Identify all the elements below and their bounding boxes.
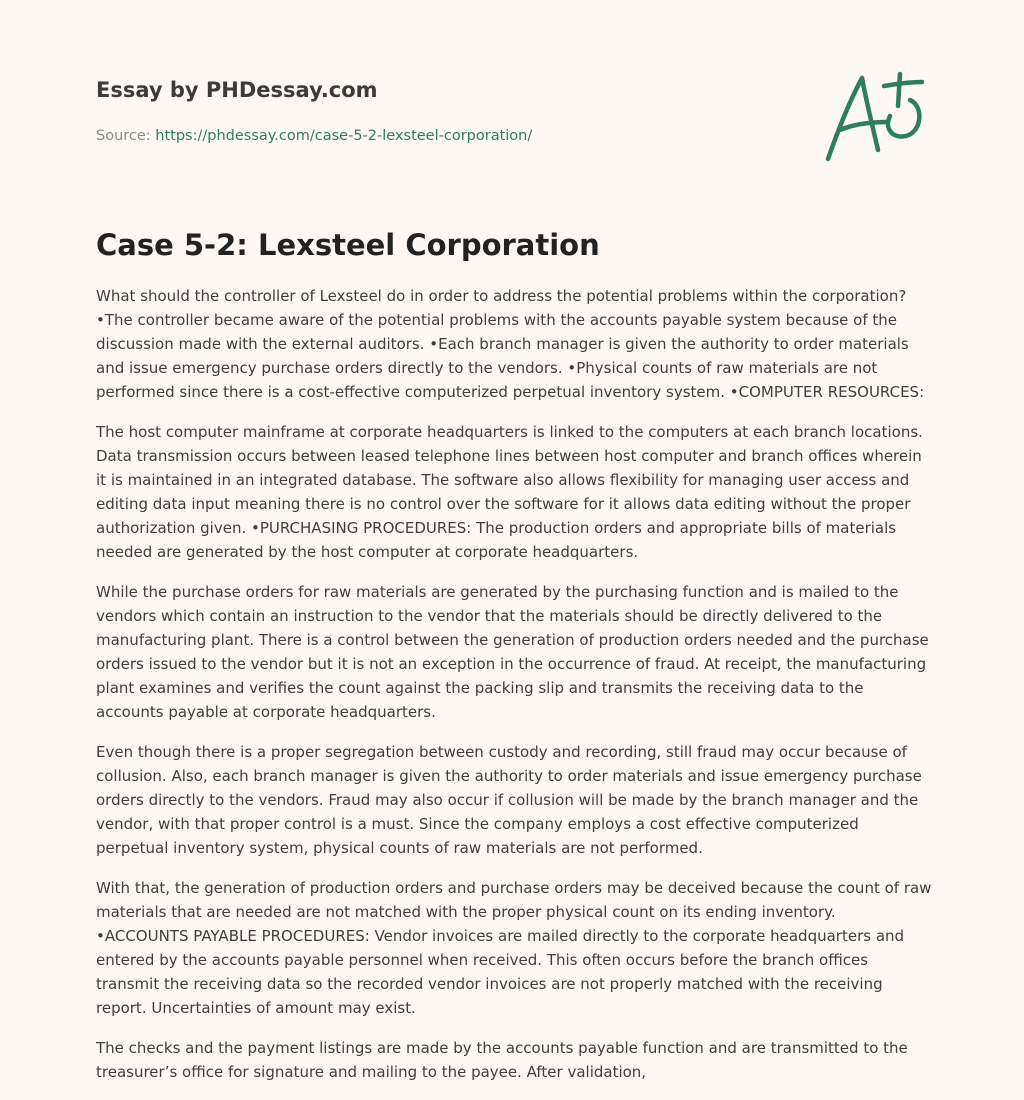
essay-paragraph: While the purchase orders for raw materials are generated by the purchasing function and is mailed to the vendors which contain an instruction to the vendor that the materials should be directly delivered to the manufacturing plant. There is a control between the generation of production orders needed and the purchase orders issued to the vendor but it is not an exception in the occurrence of fraud. At receipt, the manufacturing plant examines and verifies the count against the packing slip and transmits the receiving data to the accounts payable at corporate headquarters. <box>96 583 929 721</box>
source-label: Source: <box>96 128 156 144</box>
essay-paragraph: Even though there is a proper segregation between custody and recording, still fraud may occur because of collusion. Also, each branch manager is given the authority to order materials and issue emergency purchase orders directly to the vendors. Fraud may also occur if collusion will be made by the branch manager and the vendor, with that proper control is a must. Since the company employs a cost effective computerized perpetual inventory system, physical counts of raw materials are not performed. <box>96 743 922 857</box>
essay-title: Case 5-2: Lexsteel Corporation <box>96 228 600 262</box>
essay-paragraph: With that, the generation of production orders and purchase orders may be deceived because the count of raw materials that are needed are not matched with the proper physical count on its ending inventory. •ACCOUNTS PAYABLE PROCEDURES: Vendor invoices are mailed directly to the corporate headquarters and entered by the accounts payable personnel when received. This often occurs before the branch offices transmit the receiving data so the recorded vendor invoices are not properly matched with the receiving report. Uncertainties of amount may exist. <box>96 879 932 1017</box>
essay-paragraph: What should the controller of Lexsteel do in order to address the potential problems within the corporation? •The controller became aware of the potential problems with the accounts payable system because of the discussion made with the external auditors. •Each branch manager is given the authority to order materials and issue emergency purchase orders directly to the vendors. •Physical counts of raw materials are not performed since there is a cost-effective computerized perpetual inventory system. •COMPUTER RESOURCES: <box>96 287 925 401</box>
page-header <box>96 76 796 146</box>
source-link[interactable]: https://phdessay.com/case-5-2-lexsteel-corporation/ <box>155 128 533 144</box>
source-line <box>96 126 796 146</box>
essay-body <box>96 284 932 1100</box>
essay-paragraph: The checks and the payment listings are made by the accounts payable function and are transmitted to the treasurer’s office for signature and mailing to the payee. After validation, <box>96 1039 908 1081</box>
site-title: Essay by PHDessay.com <box>96 78 378 102</box>
a-plus-handwritten-icon <box>822 66 932 166</box>
essay-paragraph: The host computer mainframe at corporate headquarters is linked to the computers at each branch locations. Data transmission occurs between leased telephone lines between host computer and branch offices wherein it is maintained in an integrated database. The software also allows flexibility for managing user access and editing data input meaning there is no control over the software for it allows data editing without the proper authorization given. •PURCHASING PROCEDURES: The production orders and appropriate bills of materials needed are generated by the host computer at corporate headquarters. <box>96 423 923 561</box>
